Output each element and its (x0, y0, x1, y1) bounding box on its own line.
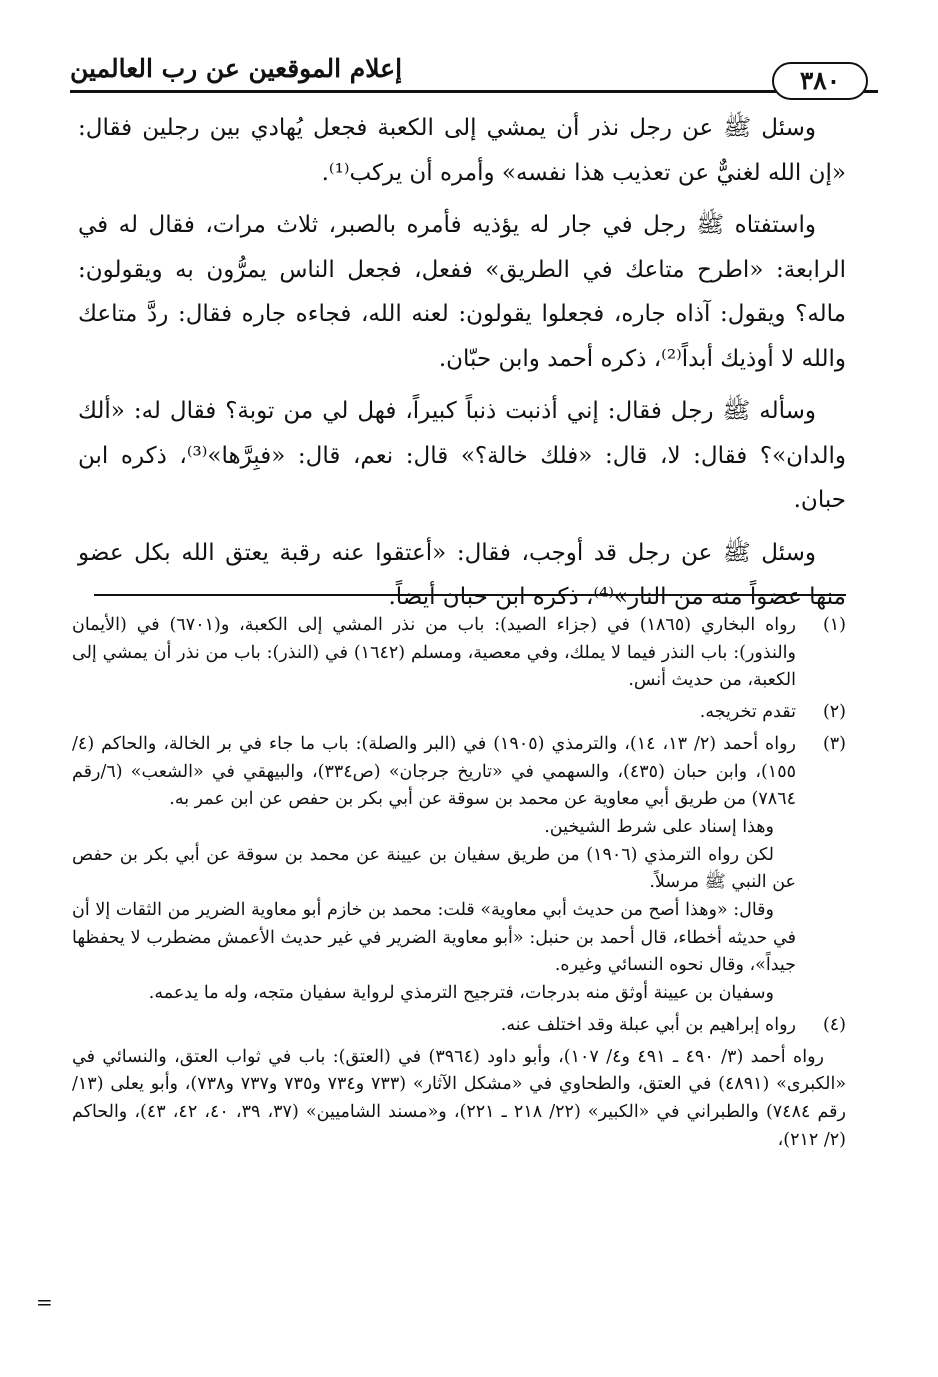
footnote-3 (72, 731, 846, 1008)
footnote-text: رواه البخاري (١٨٦٥) في (جزاء الصيد): باب من نذر المشي إلى الكعبة، و(٦٧٠١) في (الأيمان والنذور): باب النذر فيما لا يملك، وفي معصية، ومسلم (١٦٤٢) في (النذر): باب من نذر أن يمشي إلى الكعبة، من حديث أنس. (72, 615, 797, 691)
footnote-text: رواه أحمد (٢/ ١٣، ١٤)، والترمذي (١٩٠٥) في (البر والصلة): باب ما جاء في بر الخالة، والحاكم (٤/ ١٥٥)، وابن حبان (٤٣٥)، والسهمي في «تاريخ جرجان» (ص٣٣٤)، والبيهقي في «الشعب» (٦/رقم ٧٨٦٤) من طريق أبي معاوية عن محمد بن سوقة عن أبي بكر بن حفص عن ابن عمر به. (72, 733, 796, 810)
page-header (70, 40, 878, 100)
footnote-2 (72, 699, 846, 727)
header-rule (70, 90, 878, 93)
paragraph-repentance: وسأله ﷺ رجل فقال: إني أذنبت ذنباً كبيراً، فهل لي من توبة؟ فقال له: «ألك والدان»؟ فقال: لا، قال: «فلك خالة؟» قال: نعم، قال: «فبِرَّها»⁽³⁾، ذكره ابن حبان. (78, 398, 846, 513)
running-title: إعلام الموقعين عن رب العالمين (70, 54, 403, 83)
footnote-continuation: رواه أحمد (٣/ ٤٩٠ ـ ٤٩١ و٤/ ١٠٧)، وأبو داود (٣٩٦٤) في (العتق): باب في ثواب العتق، والنسائي في «الكبرى» (٤٨٩١) في العتق، والطحاوي في «مشكل الآثار» (٧٣٣ و٧٣٤ و٧٣٥ و٧٣٧ و٧٣٨)، وأبو يعلى (١٣/رقم ٧٤٨٤) والطبراني في «الكبير» (٢٢/ ٢١٨ ـ ٢٢١)، و«مسند الشاميين» (٣٧، ٣٩، ٤٠، ٤٢، ٤٣)، والحاكم (٢/ ٢١٢)، (72, 1046, 847, 1150)
paragraph-freeing-slave: وسئل ﷺ عن رجل قد أوجب، فقال: «أعتقوا عنه رقبة يعتق الله بكل عضو منها عضواً منه من النار»⁽⁴⁾، ذكره ابن حبان أيضاً. (78, 539, 846, 610)
page-number: ٣٨٠ (772, 62, 868, 100)
footnote-text: لكن رواه الترمذي (١٩٠٦) من طريق سفيان بن عيينة عن محمد بن سوقة عن أبي بكر بن حفص عن النبي ﷺ مرسلاً. (72, 844, 796, 893)
main-text (78, 106, 846, 628)
footnotes (72, 612, 846, 1154)
footnote-4 (72, 1012, 846, 1040)
continuation-mark: = (36, 1290, 53, 1314)
footnote-number: (٤) (822, 1014, 846, 1035)
paragraph-vow-kaaba: وسئل ﷺ عن رجل نذر أن يمشي إلى الكعبة فجعل يُهادي بين رجلين فقال: «إن الله لغنيٌّ عن تعذيب هذا نفسه» وأمره أن يركب⁽¹⁾. (78, 115, 846, 186)
footnote-number: (١) (822, 615, 846, 635)
footnote-text: تقدم تخريجه. (699, 702, 796, 723)
footnote-text: وهذا إسناد على شرط الشيخين. (544, 816, 774, 837)
footnote-1 (72, 612, 846, 695)
footnote-number: (٢) (822, 702, 846, 723)
footnote-text: وقال: «وهذا أصح من حديث أبي معاوية» قلت: محمد بن خازم أبو معاوية الضرير من الثقات إلا أن في حديثه أخطاء، قال أحمد بن حنبل: «أبو معاوية الضرير في غير حديث الأعمش مضطرب لا يحفظها جيداً»، وقال نحوه النسائي وغيره. (72, 900, 796, 976)
footnote-separator (94, 594, 846, 596)
footnote-text: رواه إبراهيم بن أبي عبلة وقد اختلف عنه. (500, 1014, 796, 1035)
footnote-text: وسفيان بن عيينة أوثق منه بدرجات، فترجيح الترمذي لرواية سفيان متجه، وله ما يدعمه. (148, 983, 774, 1004)
footnote-number: (٣) (822, 733, 846, 754)
paragraph-neighbor: واستفتاه ﷺ رجل في جار له يؤذيه فأمره بالصبر، ثلاث مرات، فقال له في الرابعة: «اطرح متاعك في الطريق» ففعل، فجعل الناس يمرُّون به ويقولون: ماله؟ ويقول: آذاه جاره، فجعلوا يقولون: لعنه الله، فجاءه جاره فقال: ردَّ متاعك والله لا أوذيك أبداً⁽²⁾، ذكره أحمد وابن حبّان. (78, 212, 846, 372)
